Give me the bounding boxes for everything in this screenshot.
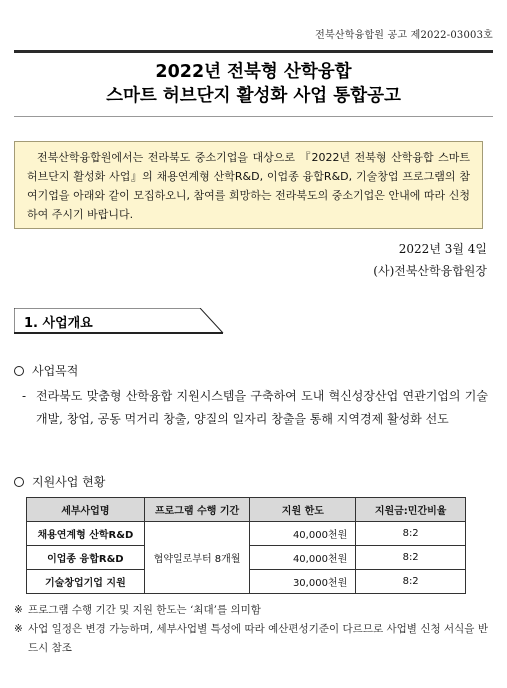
circle-bullet-icon: [14, 366, 24, 376]
title-line-2: 스마트 허브단지 활성화 사업 통합공고: [106, 86, 401, 106]
intro-box: [14, 141, 483, 229]
purpose-body: [22, 385, 488, 431]
status-label: 지원사업 현황: [32, 475, 106, 489]
note-item: [14, 601, 488, 620]
support-ratio: 8:2: [356, 546, 466, 570]
support-ratio: 8:2: [356, 570, 466, 594]
issuer: (사)전북산학융합원장: [373, 264, 487, 278]
program-name: 기술창업기업 지원: [27, 570, 145, 594]
notice-number: 전북산학융합원 공고 제2022-03003호: [315, 30, 493, 41]
support-ratio: 8:2: [356, 522, 466, 546]
note-text: 프로그램 수행 기간 및 지원 한도는 ‘최대’를 의미함: [28, 604, 261, 616]
note-mark: ※: [14, 623, 23, 635]
support-limit: 40,000천원: [250, 546, 356, 570]
program-name: 채용연계형 산학R&D: [27, 522, 145, 546]
dash-marker: -: [22, 389, 27, 403]
note-item: [14, 620, 488, 658]
header-program-name: 세부사업명: [27, 498, 145, 522]
intro-text: 전북산학융합원에서는 전라북도 중소기업을 대상으로 『2022년 전북형 산학융합 스마트 허브단지 활성화 사업』의 채용연계형 산학R&D, 이업종 융합R&D, 기술창업 프로그램의 참여기업을 아래와 같이 모집하오니, 참여를 희망하는 전라북도의 중소기업은 안내에 따라 신청하여 주시기 바랍니다.: [27, 151, 470, 221]
status-heading: [14, 473, 105, 490]
title-bottom-rule: [14, 116, 493, 117]
announcement-date: 2022년 3월 4일: [398, 242, 487, 256]
title-line-1: 2022년 전북형 산학융합: [155, 62, 352, 82]
header-period: 프로그램 수행 기간: [144, 498, 250, 522]
program-table: [26, 497, 466, 594]
support-limit: 40,000천원: [250, 522, 356, 546]
note-text: 사업 일정은 변경 가능하며, 세부사업별 특성에 따라 예산편성기준이 다르므로 사업별 신청 서식을 반드시 참조: [28, 623, 488, 654]
purpose-text: 전라북도 맞춤형 산학융합 지원시스템을 구축하여 도내 혁신성장산업 연관기업의 기술개발, 창업, 공동 먹거리 창출, 양질의 일자리 창출을 통해 지역경제 활성화 선도: [36, 389, 488, 426]
program-name: 이업종 융합R&D: [27, 546, 145, 570]
notes: [14, 601, 488, 658]
page-title: [0, 60, 507, 108]
program-period: 협약일로부터 8개월: [144, 522, 250, 594]
note-mark: ※: [14, 604, 23, 616]
purpose-heading: [14, 362, 78, 379]
section-header: [14, 308, 224, 334]
purpose-label: 사업목적: [32, 364, 79, 378]
circle-bullet-icon: [14, 477, 24, 487]
header-ratio: 지원금:민간비율: [356, 498, 466, 522]
table-header-row: [27, 498, 466, 522]
section-title: 1. 사업개요: [24, 316, 93, 331]
header-limit: 지원 한도: [250, 498, 356, 522]
table-row: [27, 522, 466, 546]
title-top-rule: [14, 50, 493, 53]
support-limit: 30,000천원: [250, 570, 356, 594]
